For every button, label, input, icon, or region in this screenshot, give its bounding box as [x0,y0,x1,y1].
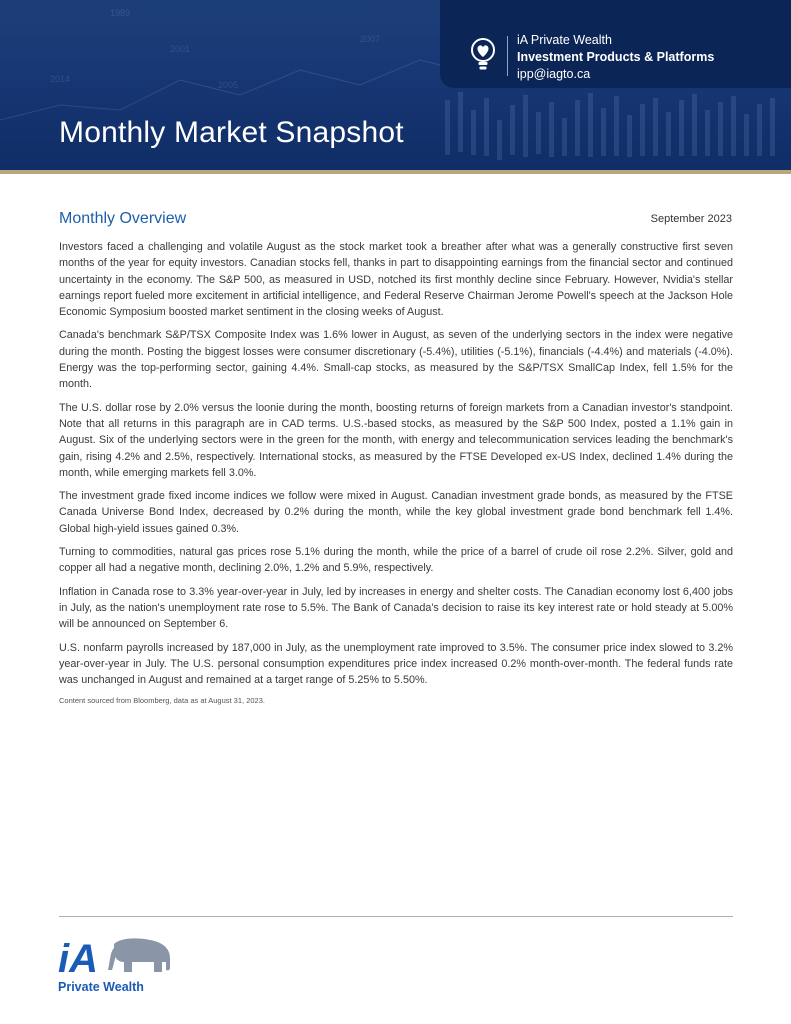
logo-subtext: Private Wealth [58,980,144,994]
contact-box [440,0,791,88]
paragraph: Inflation in Canada rose to 3.3% year-over-year in July, led by increases in energy and shelter costs. The Canadian economy lost 6,400 jobs in July, as the nation's unemployment rate rose to 5.5%. The Bank of Canada's decision to raise its key interest rate or hold steady at 5.00% will be announced on September 6. [59,585,733,631]
background-year-label: 2007 [360,34,381,44]
section-heading: Monthly Overview [59,210,187,227]
department-name: Investment Products & Platforms [517,50,715,64]
heart-bulb-icon [469,37,497,73]
background-year-label: 1989 [110,8,131,18]
header-gold-rule [0,170,791,174]
elephant-icon [108,938,170,972]
paragraph: Canada's benchmark S&P/TSX Composite Index was 1.6% lower in August, as seven of the underlying sectors in the index were negative during the month. Posting the biggest losses were consumer discretionary (-5.4%), utilities (-5.1%), financials (-4.4%) and materials (-4.0%). Energy was the top-performing sector, gaining 4.4%. Small-cap stocks, as measured by the S&P/TSX SmallCap Index, fell 1.5% for the month. [59,329,733,391]
page-title: Monthly Market Snapshot [59,116,404,149]
contact-email[interactable]: ipp@iagto.ca [517,67,591,81]
overview-content [59,239,733,705]
background-year-label: 2005 [218,80,239,90]
paragraph: The investment grade fixed income indices we follow were mixed in August. Canadian investment grade bonds, as measured by the FTSE Canada Universe Bond Index, decreased by 0.2% during the month, while the key global investment grade bond benchmark fell 1.4%. Global high-yield issues gained 0.3%. [59,490,733,535]
paragraph: U.S. nonfarm payrolls increased by 187,000 in July, as the unemployment rate improved to 3.5%. The consumer price index slowed to 3.2% year-over-year in July. The U.S. personal consumption expenditures price index increased 0.2% month-over-month. The federal funds rate was unchanged in August and remained at a target range of 5.25% to 5.50%. [59,641,733,687]
logo-wordmark: iA [58,937,98,981]
contact-divider [507,36,508,76]
source-note: Content sourced from Bloomberg, data as at August 31, 2023. [59,696,265,706]
background-year-label: 2014 [50,74,71,84]
footer-divider [59,916,733,917]
company-name: iA Private Wealth [517,33,612,47]
ia-private-wealth-logo [58,934,178,996]
report-date: September 2023 [650,213,732,225]
paragraph: Investors faced a challenging and volatile August as the stock market took a breather after what was a generally constructive first seven months of the year for equity investors. Canadian stocks fell, thanks in part to disappointing earnings from the financial sector and continued uncertainty in the economy. The S&P 500, as measured in USD, notched its first monthly decline since February. However, Nvidia's stellar earnings report fueled more excitement in artificial intelligence, and Federal Reserve Chairman Jerome Powell's speech at the Jackson Hole Economic Symposium boosted market sentiment in the closing weeks of August. [59,241,733,319]
background-year-label: 2001 [170,44,191,54]
contact-details [517,32,714,83]
paragraph: Turning to commodities, natural gas prices rose 5.1% during the month, while the price of a barrel of crude oil rose 2.2%. Silver, gold and copper all had a negative month, declining 2.0%, 1.2% and 5.9%, respectively. [59,546,733,575]
paragraph: The U.S. dollar rose by 2.0% versus the loonie during the month, boosting returns of foreign markets from a Canadian investor's standpoint. Note that all returns in this paragraph are in CAD terms. U.S.-based stocks, as measured by the S&P 500 Index, posted a 1.1% gain in August. Six of the underlying sectors were in the green for the month, with energy and telecommunication services leading the benchmark's gain, rising 4.2% and 2.5%, respectively. International stocks, as measured by the FTSE Developed ex-US Index, declined 1.4% during the month, while emerging markets fell 3.0%. [59,401,733,479]
